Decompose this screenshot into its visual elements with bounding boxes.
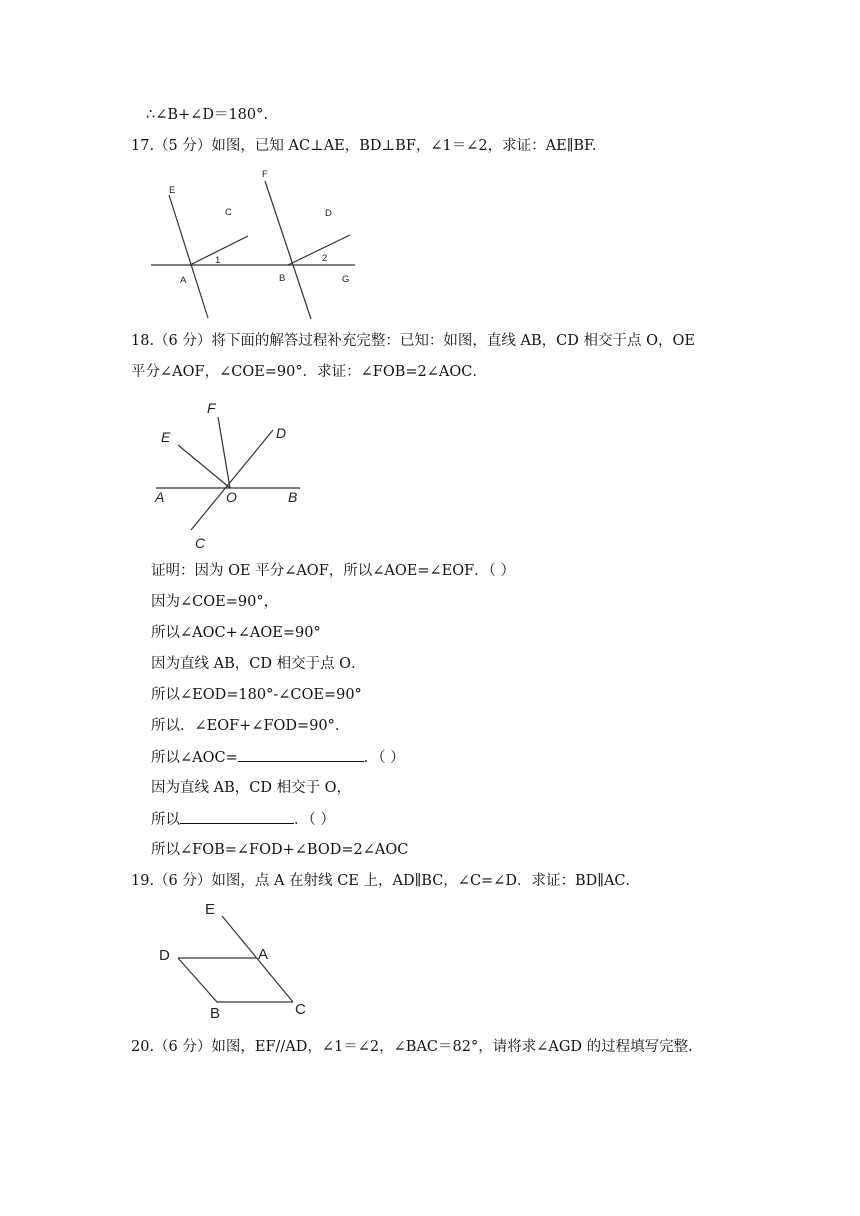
question-19: 19.（6 分）如图，点 A 在射线 CE 上，AD∥BC，∠C=∠D．求证：BD∥AC． bbox=[131, 873, 641, 889]
ray-oe bbox=[178, 445, 230, 488]
label-C: C bbox=[295, 1001, 306, 1018]
label-angle-1: 1 bbox=[215, 255, 221, 266]
line-bf bbox=[265, 181, 311, 319]
proof-line-9 bbox=[151, 809, 335, 830]
question-20: 20.（6 分）如图，EF//AD，∠1＝∠2，∠BAC＝82°，请将求∠AGD 的过程填写完整. bbox=[131, 1039, 693, 1055]
label-D: D bbox=[276, 425, 287, 441]
label-C: C bbox=[225, 207, 232, 218]
line-cd bbox=[191, 430, 273, 530]
label-angle-2: 2 bbox=[322, 253, 328, 264]
label-E: E bbox=[205, 901, 216, 918]
fill-in-blank-reason[interactable] bbox=[180, 809, 294, 824]
figure-17 bbox=[145, 165, 365, 325]
line-ae bbox=[169, 195, 208, 318]
statement-previous-conclusion: ∴∠B+∠D＝180°. bbox=[146, 107, 268, 123]
label-E: E bbox=[169, 185, 176, 196]
label-O: O bbox=[226, 489, 237, 505]
label-B: B bbox=[279, 273, 286, 284]
figure-19 bbox=[150, 896, 320, 1024]
question-17: 17.（5 分）如图，已知 AC⊥AE，BD⊥BF，∠1＝∠2，求证：AE∥BF. bbox=[131, 138, 597, 154]
ray-of bbox=[218, 417, 230, 488]
proof-line-7-prefix: 所以∠AOC= bbox=[151, 750, 238, 766]
proof-line-3: 所以∠AOC+∠AOE=90° bbox=[151, 625, 321, 641]
proof-line-2: 因为∠COE=90°， bbox=[151, 594, 279, 610]
label-A: A bbox=[155, 489, 165, 505]
proof-line-1: 证明：因为 OE 平分∠AOF，所以∠AOE=∠EOF．（ ） bbox=[151, 563, 516, 579]
question-18-line1: 18.（6 分）将下面的解答过程补充完整：已知：如图，直线 AB，CD 相交于点 O，OE bbox=[131, 333, 695, 349]
fill-in-blank-aoc[interactable] bbox=[238, 747, 364, 762]
segment-db bbox=[178, 958, 217, 1002]
label-D: D bbox=[159, 947, 170, 964]
question-18-line2: 平分∠AOF，∠COE=90°．求证：∠FOB=2∠AOC． bbox=[131, 364, 487, 380]
proof-line-4: 因为直线 AB，CD 相交于点 O． bbox=[151, 656, 366, 672]
label-B: B bbox=[288, 489, 298, 505]
proof-line-8: 因为直线 AB，CD 相交于 O， bbox=[151, 780, 352, 796]
label-A: A bbox=[258, 946, 269, 963]
proof-line-7 bbox=[151, 747, 405, 768]
label-C: C bbox=[195, 535, 206, 551]
label-D: D bbox=[325, 208, 332, 219]
label-F: F bbox=[262, 169, 268, 180]
proof-line-6: 所以．∠EOF+∠FOD=90°． bbox=[151, 718, 350, 734]
proof-line-5: 所以∠EOD=180°-∠COE=90° bbox=[151, 687, 362, 703]
label-A: A bbox=[180, 275, 187, 286]
label-F: F bbox=[207, 400, 216, 416]
figure-18 bbox=[148, 395, 318, 555]
proof-line-7-suffix: ．（ ） bbox=[363, 750, 405, 766]
ray-bd bbox=[288, 235, 350, 265]
label-G: G bbox=[342, 274, 350, 285]
label-B: B bbox=[210, 1005, 221, 1022]
label-E: E bbox=[161, 429, 171, 445]
proof-line-9-prefix: 所以 bbox=[151, 812, 180, 828]
proof-line-9-suffix: ．（ ） bbox=[294, 812, 335, 828]
proof-line-10: 所以∠FOB=∠FOD+∠BOD=2∠AOC bbox=[151, 842, 409, 858]
